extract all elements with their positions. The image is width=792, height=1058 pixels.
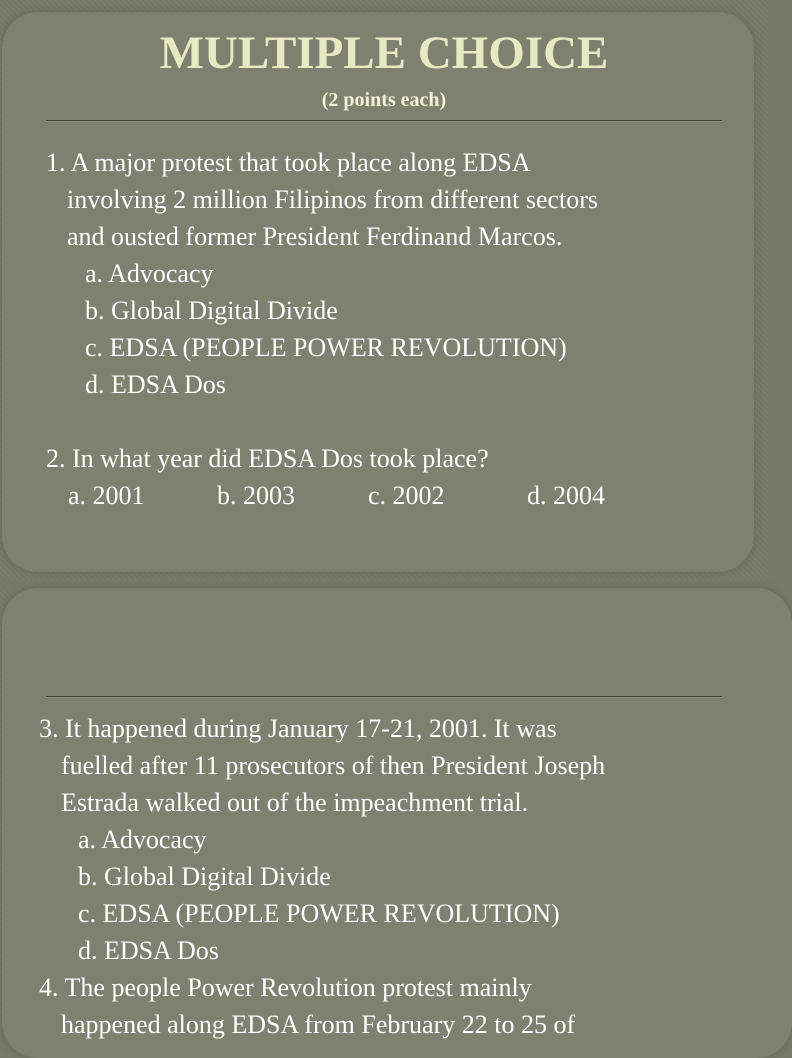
question-1-choice-b: b. Global Digital Divide — [85, 296, 338, 325]
slide-2 — [0, 588, 768, 1039]
question-3-line-2: fuelled after 11 prosecutors of then President Joseph — [61, 751, 606, 780]
question-3-line-3: Estrada walked out of the impeachment trial. — [61, 788, 529, 817]
question-3-choice-b: b. Global Digital Divide — [78, 862, 331, 891]
question-3-choice-c: c. EDSA (PEOPLE POWER REVOLUTION) — [78, 899, 560, 928]
question-4-line-2: happened along EDSA from February 22 to 25 of — [61, 1010, 576, 1039]
question-1-line-2: involving 2 million Filipinos from different sectors — [67, 185, 599, 214]
question-1-line-3: and ousted former President Ferdinand Marcos. — [67, 222, 563, 251]
question-2-choice-a: a. 2001 — [68, 481, 145, 510]
question-1-line-1: 1. A major protest that took place along EDSA — [46, 148, 531, 177]
title-divider — [46, 120, 722, 121]
slide-2-divider — [46, 696, 722, 697]
question-3-choice-a: a. Advocacy — [78, 825, 207, 854]
question-1-choice-d: d. EDSA Dos — [85, 370, 226, 399]
slide-title: MULTIPLE CHOICE — [159, 27, 609, 79]
question-2-choice-d: d. 2004 — [527, 481, 605, 510]
question-1-choice-c: c. EDSA (PEOPLE POWER REVOLUTION) — [85, 333, 567, 362]
question-2: 2. In what year did EDSA Dos took place? — [46, 444, 489, 473]
question-4-line-1: 4. The people Power Revolution protest mainly — [39, 973, 532, 1002]
question-3-choice-d: d. EDSA Dos — [78, 936, 219, 965]
question-1-choice-a: a. Advocacy — [85, 259, 214, 288]
question-2-choice-c: c. 2002 — [368, 481, 445, 510]
question-2-choice-b: b. 2003 — [217, 481, 295, 510]
question-3-line-1: 3. It happened during January 17-21, 2001. It was — [39, 714, 557, 743]
slide-subtitle: (2 points each) — [321, 89, 447, 111]
